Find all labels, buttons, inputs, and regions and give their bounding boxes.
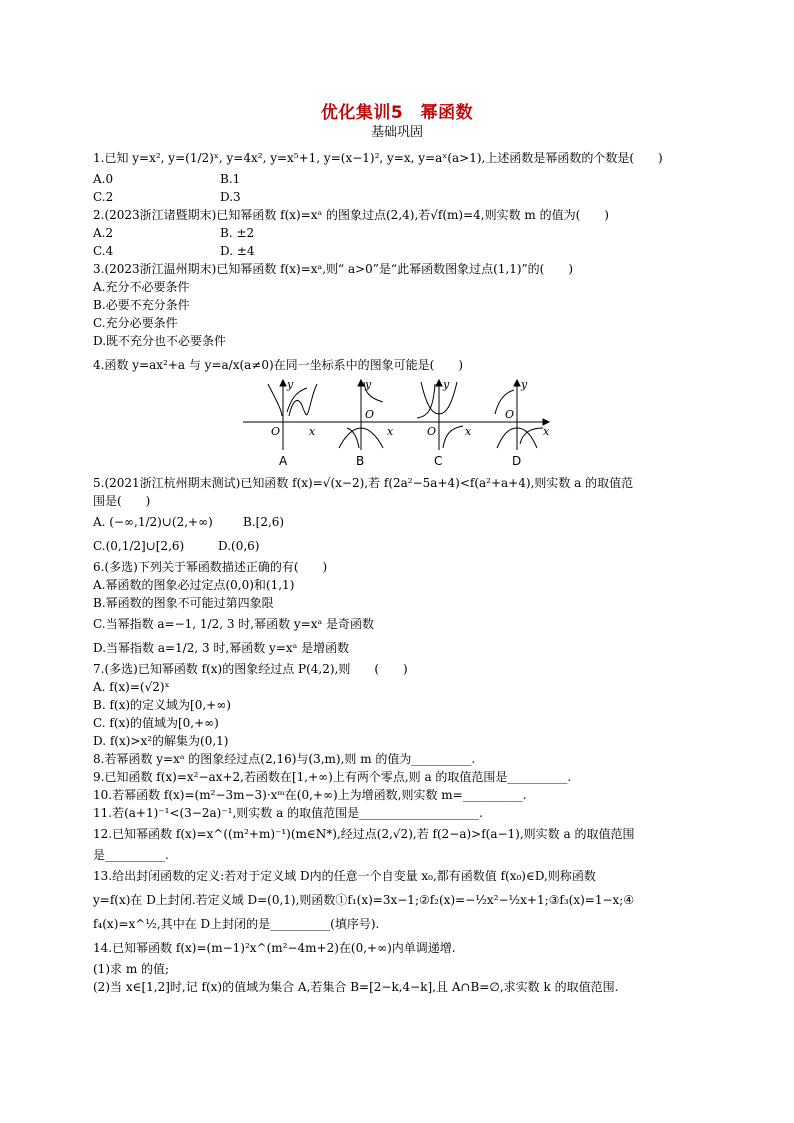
graph-d-y-label: y: [521, 378, 528, 391]
question-11: 11.若(a+1)⁻¹<(3−2a)⁻¹,则实数 a 的取值范围是____________________.: [93, 806, 483, 820]
graph-b-y-label: y: [365, 378, 372, 391]
question-10: 10.若幂函数 f(x)=(m²−3m−3)·xᵐ在(0,+∞)上为增函数,则实数 m=__________.: [93, 788, 527, 802]
option-a: A.充分不必要条件: [93, 280, 190, 294]
option-b: B.幂函数的图象不可能过第四象限: [93, 596, 274, 610]
option-c: C.当幂指数 a=−1, 1/2, 3 时,幂函数 y=xᵃ 是奇函数: [93, 617, 374, 631]
question-4: 4.函数 y=ax²+a 与 y=a/x(a≠0)在同一坐标系中的图象可能是( ): [93, 358, 464, 372]
option-b: B. ±2: [220, 226, 255, 240]
question-7: 7.(多选)已知幂函数 f(x)的图象经过点 P(4,2),则 ( ): [93, 662, 408, 676]
graph-label-c: C: [434, 454, 443, 468]
graph-a-curve-1: [268, 384, 282, 416]
question-5-options-2: [93, 534, 713, 558]
question-2: 2.(2023浙江诸暨期末)已知幂函数 f(x)=xᵃ 的图象过点(2,4),若√f(m)=4,则实数 m 的值为( ): [93, 208, 609, 222]
question-6: 6.(多选)下列关于幂函数描述正确的有( ): [93, 560, 328, 574]
question-list: [93, 146, 713, 996]
graph-d-origin: O: [505, 408, 515, 421]
graph-a-origin: O: [271, 425, 281, 438]
question-8: 8.若幂函数 y=xᵃ 的图象经过点(2,16)与(3,m),则 m 的值为__________.: [93, 752, 476, 766]
option-b: B.1: [220, 172, 241, 186]
option-c: C.(0,1/2]∪[2,6): [93, 539, 185, 553]
graph-a-x-label: x: [309, 425, 316, 438]
question-13-cont-2: f₄(x)=x^½,其中在 D上封闭的是__________(填序号).: [93, 917, 380, 931]
option-b: B.必要不充分条件: [93, 298, 190, 312]
graph-c-x-label: x: [465, 425, 472, 438]
section-subtitle: 基础巩固: [370, 125, 423, 140]
graph-b-curve-1: [347, 428, 359, 448]
question-12-cont: 是__________.: [93, 848, 169, 862]
graph-label-a: A: [279, 454, 288, 468]
question-3: 3.(2023浙江温州期末)已知幂函数 f(x)=xᵃ,则“ a>0”是“此幂函数图象过点(1,1)”的( ): [93, 262, 574, 276]
graph-c-origin: O: [427, 425, 437, 438]
option-c: C.2: [93, 190, 114, 204]
question-14-part-1: (1)求 m 的值;: [93, 962, 170, 976]
graph-c-y-label: y: [443, 378, 450, 391]
graph-b-x-label: x: [387, 425, 394, 438]
graph-options-svg: [243, 378, 553, 454]
question-13: 13.给出封闭函数的定义:若对于定义域 D内的任意一个自变量 x₀,都有函数值 f(x₀)∈D,则称函数: [93, 869, 596, 883]
option-a: A. (−∞,1/2)∪(2,+∞): [93, 515, 213, 529]
option-a: A.0: [93, 172, 114, 186]
page-title: 优化集训5 幂函数: [320, 103, 474, 123]
question-9: 9.已知函数 f(x)=x²−ax+2,若函数在[1,+∞)上有两个零点,则 a 的取值范围是__________.: [93, 770, 572, 784]
question-12: 12.已知幂函数 f(x)=x^((m²+m)⁻¹)(m∈N*),经过点(2,√2),若 f(2−a)>f(a−1),则实数 a 的取值范围: [93, 827, 635, 841]
option-a: A.2: [93, 226, 114, 240]
option-a: A.幂函数的图象必过定点(0,0)和(1,1): [93, 578, 295, 592]
option-c: C.4: [93, 244, 114, 258]
question-5-options: [93, 510, 713, 534]
question-1: 1.已知 y=x², y=(1/2)ˣ, y=4x², y=x⁵+1, y=(x−1)², y=x, y=aˣ(a>1),上述函数是幂函数的个数是( ): [93, 151, 663, 165]
question-4-figure: [93, 374, 713, 474]
option-b: B.[2,6): [243, 515, 285, 529]
graph-label-b: B: [356, 454, 365, 468]
graph-d-curve-2: [520, 428, 543, 444]
question-14-part-2: (2)当 x∈[1,2]时,记 f(x)的值域为集合 A,若集合 B=[2−k,4−k],且 A∩B=∅,求实数 k 的取值范围.: [93, 980, 619, 994]
question-2-options: [93, 224, 713, 242]
option-a: A. f(x)=(√2)ˣ: [93, 680, 170, 694]
option-c: C. f(x)的值域为[0,+∞): [93, 716, 219, 730]
option-d: D. ±4: [220, 244, 255, 258]
option-d: D.(0,6): [218, 539, 260, 553]
question-2-options-2: [93, 242, 713, 260]
option-d: D.既不充分也不必要条件: [93, 334, 227, 348]
graph-c-curve-2: [443, 426, 463, 448]
option-d: D. f(x)>x²的解集为(0,1): [93, 734, 229, 748]
option-c: C.充分必要条件: [93, 316, 178, 330]
graph-label-d: D: [512, 454, 522, 468]
question-1-options: [93, 170, 713, 188]
graph-option-labels: [243, 452, 553, 470]
question-5: 5.(2021浙江杭州期末测试)已知函数 f(x)=√(x−2),若 f(2a²−5a+4)<f(a²+a+4),则实数 a 的取值范: [93, 476, 634, 490]
option-b: B. f(x)的定义域为[0,+∞): [93, 698, 231, 712]
option-d: D.3: [220, 190, 241, 204]
question-1-options-2: [93, 188, 713, 206]
question-13-cont: y=f(x)在 D上封闭.若定义域 D=(0,1),则函数①f₁(x)=3x−1;②f₂(x)=−½x²−½x+1;③f₃(x)=1−x;④: [93, 893, 635, 907]
graph-b-origin: O: [365, 408, 375, 421]
question-14: 14.已知幂函数 f(x)=(m−1)²x^(m²−4m+2)在(0,+∞)内单调递增.: [93, 941, 456, 955]
graph-c-curve-1: [417, 384, 435, 418]
graph-a-y-label: y: [287, 378, 294, 391]
question-5-cont: 围是( ): [93, 494, 151, 508]
graph-d-x-label: x: [543, 425, 550, 438]
option-d: D.当幂指数 a=1/2, 3 时,幂函数 y=xᵃ 是增函数: [93, 641, 350, 655]
